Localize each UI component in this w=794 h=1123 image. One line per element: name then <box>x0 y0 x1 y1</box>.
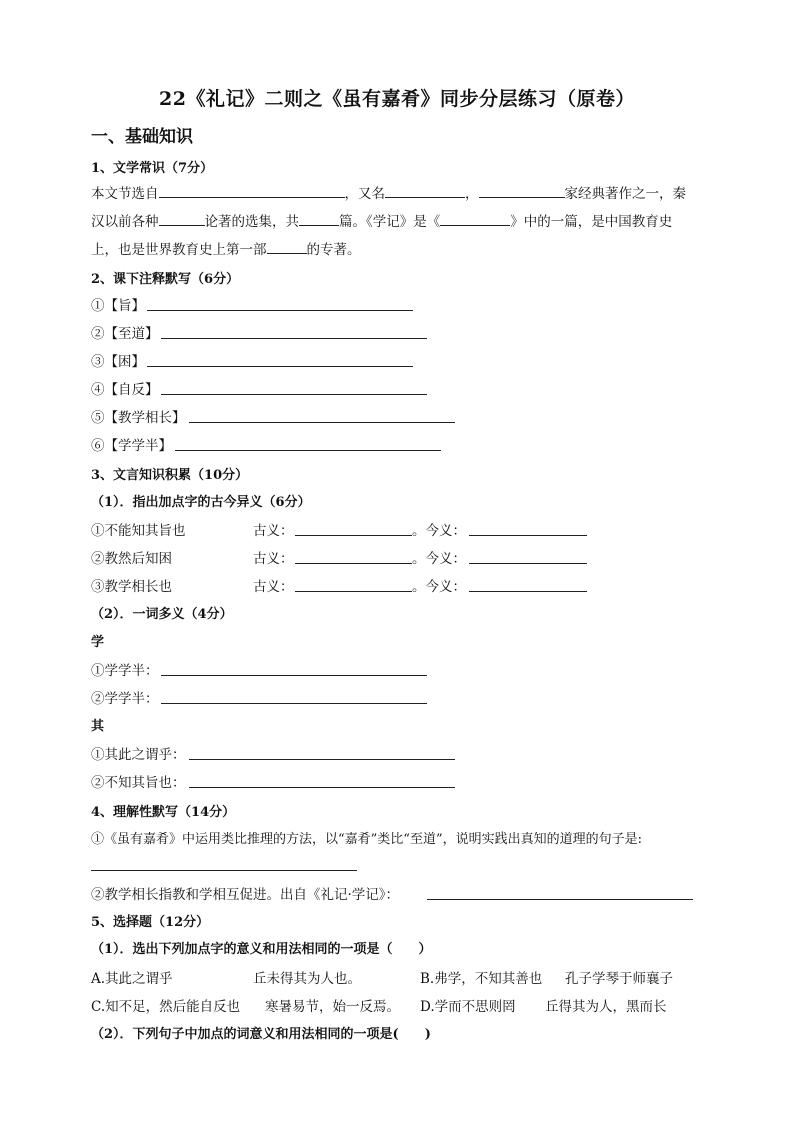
q1-text: 》中的一篇，是中国教育史 <box>510 214 673 230</box>
q2-answer-line-5[interactable] <box>189 422 455 423</box>
option-c-right: 寒暑易节，始一反焉。 <box>265 999 400 1015</box>
q1-blank-school[interactable] <box>479 183 565 198</box>
q4-answer-line-2[interactable] <box>427 899 693 900</box>
q4-item-1: ①《虽有嘉肴》中运用类比推理的方法，以“嘉肴”类比“至道”，说明实践出真知的道理的句子是: <box>91 832 642 847</box>
q1-blank-count[interactable] <box>299 211 339 226</box>
q3-ancient-blank-1[interactable] <box>295 535 412 536</box>
q3-polysemy-item: ①学学半： <box>91 663 159 679</box>
q3-polysemy-item: ②不知其旨也： <box>91 775 186 791</box>
option-d-right: 丘得其为人，黑而长 <box>545 999 667 1015</box>
q1-text: 的专著。 <box>306 242 361 258</box>
q2-item-label: ④【自反】 <box>91 382 159 398</box>
q1-text: 本文节选自 <box>91 186 159 202</box>
q3-ancient-label: 古义： <box>253 523 294 539</box>
polysemy-word-qi: 其 <box>91 719 105 734</box>
q2-item-label: ①【旨】 <box>91 298 145 314</box>
section-heading-basics: 一、基础知识 <box>91 127 193 147</box>
q3-modern-label: 。今义： <box>412 523 466 539</box>
q2-answer-line-6[interactable] <box>175 450 441 451</box>
q2-answer-line-2[interactable] <box>161 338 427 339</box>
q3-polysemy-item: ②学学半： <box>91 691 159 707</box>
q3-ancient-blank-2[interactable] <box>295 563 412 564</box>
q3-polysemy-item: ①其此之谓乎： <box>91 747 186 763</box>
q1-text: ， <box>465 186 479 202</box>
q3-modern-blank-2[interactable] <box>469 563 587 564</box>
q3-modern-blank-1[interactable] <box>469 535 587 536</box>
q2-item-label: ⑤【教学相长】 <box>91 410 186 426</box>
q2-item-label: ②【至道】 <box>91 326 159 342</box>
option-d-left: D.学而不思则罔 <box>420 999 516 1015</box>
q1-blank-book[interactable] <box>440 211 510 226</box>
q4-item-2: ②教学相长指教和学相互促进。出自《礼记·学记》： <box>91 887 400 903</box>
q1-blank-subject[interactable] <box>267 239 307 254</box>
question-5-sub-2: （2）．下列句子中加点的词意义和用法相同的一项是( ) <box>91 1027 431 1042</box>
polysemy-word-xue: 学 <box>91 635 105 650</box>
q1-text: 汉以前各种 <box>91 214 159 230</box>
q1-text: 家经典著作之一，秦 <box>564 186 686 202</box>
question-4-heading: 4、理解性默写（14分） <box>91 805 236 820</box>
q3-ancient-label: 古义： <box>253 579 294 595</box>
option-b-left: B.弗学，不知其善也 <box>420 971 543 987</box>
q1-text: 上，也是世界教育史上第一部 <box>91 242 267 258</box>
q3-polysemy-blank-3[interactable] <box>189 759 455 760</box>
question-3-sub-1: （1）．指出加点字的古今异义（6分） <box>91 495 311 510</box>
q3-modern-label: 。今义： <box>412 579 466 595</box>
q1-blank-alias[interactable] <box>385 183 465 198</box>
q3-ancient-label: 古义： <box>253 551 294 567</box>
question-3-heading: 3、文言知识积累（10分） <box>91 468 249 483</box>
q4-answer-line-1[interactable] <box>91 870 357 871</box>
q1-text: ，又名 <box>344 186 385 202</box>
page-title: 22《礼记》二则之《虽有嘉肴》同步分层练习（原卷） <box>159 88 635 110</box>
q2-item-label: ⑥【学学半】 <box>91 438 172 454</box>
q2-answer-line-4[interactable] <box>161 394 427 395</box>
option-c-left: C.知不足，然后能自反也 <box>91 999 241 1015</box>
question-3-sub-2: （2）．一词多义（4分） <box>91 607 233 622</box>
q3-phrase: ②教然后知困 <box>91 551 172 567</box>
q1-blank-type[interactable] <box>159 211 205 226</box>
q3-phrase: ③教学相长也 <box>91 579 172 595</box>
q2-answer-line-1[interactable] <box>147 310 413 311</box>
q2-item-label: ③【困】 <box>91 354 145 370</box>
q3-modern-label: 。今义： <box>412 551 466 567</box>
q3-polysemy-blank-4[interactable] <box>189 787 455 788</box>
q1-text: 篇。《学记》是《 <box>339 214 441 230</box>
question-1-line-3 <box>91 236 703 264</box>
q1-text: 论著的选集，共 <box>204 214 299 230</box>
q3-phrase: ①不能知其旨也 <box>91 523 186 539</box>
q3-modern-blank-3[interactable] <box>469 591 587 592</box>
question-1-paragraph <box>91 180 703 264</box>
q3-ancient-blank-3[interactable] <box>295 591 412 592</box>
question-5-sub-1: （1）．选出下列加点字的意义和用法相同的一项是（ ） <box>91 942 432 957</box>
question-1-line-1 <box>91 180 703 208</box>
q3-polysemy-blank-2[interactable] <box>161 703 427 704</box>
option-a-left: A.其此之谓乎 <box>91 971 173 987</box>
q2-answer-line-3[interactable] <box>147 366 413 367</box>
question-1-line-2 <box>91 208 703 236</box>
q3-polysemy-blank-1[interactable] <box>161 675 427 676</box>
option-b-right: 孔子学琴于师襄子 <box>565 971 673 987</box>
q1-blank-source[interactable] <box>159 183 345 198</box>
option-a-right: 丘未得其为人也。 <box>253 971 361 987</box>
question-2-heading: 2、课下注释默写（6分） <box>91 272 240 287</box>
question-5-heading: 5、选择题（12分） <box>91 915 210 930</box>
question-1-heading: 1、文学常识（7分） <box>91 161 214 176</box>
